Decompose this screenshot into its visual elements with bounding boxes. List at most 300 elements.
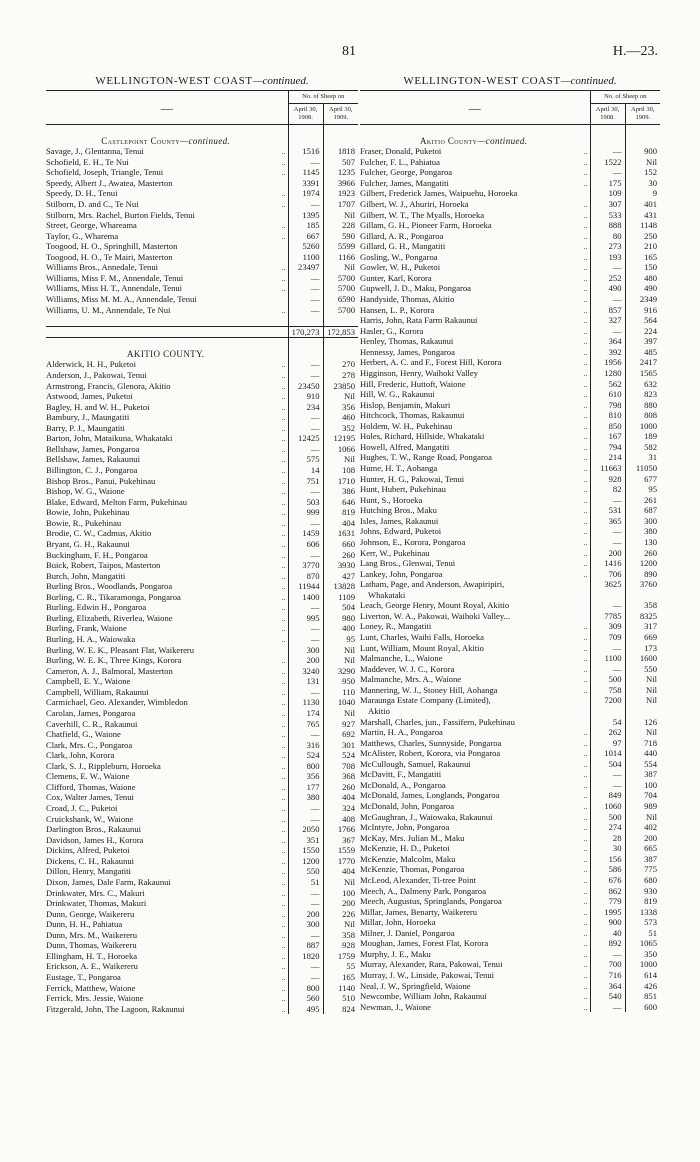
owner-cell (360, 495, 590, 506)
owner-name: Alderwick, H. H., Puketoi (46, 359, 136, 370)
owner-cell (46, 199, 288, 210)
leader-dots: .. (281, 465, 286, 475)
sheep-1908: — (590, 526, 625, 537)
sheep-1909: 408 (323, 814, 358, 825)
sheep-1909: Nil (625, 157, 660, 168)
table-row (360, 537, 660, 548)
owner-name: McAlister, Robert, Korora, via Pongaroa (360, 748, 501, 759)
table-row (360, 938, 660, 949)
owner-name: Burling, C. R., Tikaramonga, Pongaroa (46, 591, 181, 602)
sheep-1909: 5700 (323, 305, 358, 316)
left-table-body (46, 125, 358, 1015)
table-row (360, 210, 660, 221)
owner-cell (46, 592, 288, 603)
table-row (360, 653, 660, 664)
sheep-1909: Nil (323, 645, 358, 656)
leader-dots: .. (583, 927, 588, 938)
table-row (46, 497, 358, 508)
owner-cell (360, 843, 590, 854)
leader-dots: .. (281, 707, 286, 718)
sheep-1909: 880 (625, 400, 660, 411)
sheep-1909: 1707 (323, 199, 358, 210)
leader-dots: .. (583, 801, 588, 811)
owner-cell (360, 981, 590, 992)
sheep-1908: 995 (288, 613, 323, 624)
table-row (360, 178, 660, 189)
leader-dots: .. (583, 906, 588, 917)
owner-cell (360, 421, 590, 432)
leader-dots: .. (583, 864, 588, 875)
leader-dots: .. (281, 919, 286, 930)
sheep-1908: 1400 (288, 592, 323, 603)
owner-name: Cox, Walter James, Tenui (46, 792, 134, 803)
sheep-1909: 1000 (625, 421, 660, 432)
table-row (360, 167, 660, 178)
sheep-1909: 1109 (323, 592, 358, 603)
owner-cell (360, 695, 590, 706)
sheep-1908: 1014 (590, 748, 625, 759)
sheep-1909: 1000 (625, 959, 660, 970)
owner-cell (46, 983, 288, 994)
owner-cell (360, 326, 590, 337)
leader-dots: .. (583, 526, 588, 537)
table-row (46, 697, 358, 708)
year-1909-header: April 30, 1909. (323, 104, 358, 125)
leader-dots: .. (583, 399, 588, 410)
sheep-count-header: No. of Sheep on (590, 91, 660, 104)
table-row (46, 835, 358, 846)
leader-dots: .. (281, 612, 286, 623)
table-row (46, 560, 358, 571)
owner-cell (46, 909, 288, 920)
sheep-1909: 1140 (323, 983, 358, 994)
sheep-1908: 364 (590, 336, 625, 347)
sheep-1908: 1100 (590, 653, 625, 664)
sheep-1908: — (288, 199, 323, 210)
sheep-1909: 51 (625, 928, 660, 939)
leader-dots: .. (281, 760, 286, 771)
owner-cell (46, 866, 288, 877)
sheep-1909: 554 (625, 759, 660, 770)
owner-name: Street, George, Whareama (46, 220, 137, 231)
sheep-1908: 11663 (590, 463, 625, 474)
table-row (46, 423, 358, 434)
owner-name: Croad, J. C., Puketoi (46, 803, 118, 813)
owner-cell (360, 769, 590, 780)
leader-dots: .. (583, 663, 588, 674)
table-row (360, 590, 660, 601)
owner-name: Burling Bros., Woodlands, Pongaroa (46, 581, 173, 592)
owner-cell (360, 389, 590, 400)
owner-cell (360, 801, 590, 812)
owner-cell (360, 379, 590, 390)
owner-cell (360, 748, 590, 759)
table-row (360, 790, 660, 801)
sheep-1908: — (590, 294, 625, 305)
sheep-1909: 1923 (323, 188, 358, 199)
county-name: Castlepoint County (101, 135, 181, 146)
table-row (46, 856, 358, 867)
leader-dots: .. (583, 325, 588, 336)
sheep-1909: 1065 (625, 938, 660, 949)
sheep-1908: 97 (590, 738, 625, 749)
leader-dots: .. (281, 676, 286, 687)
owner-cell (360, 548, 590, 559)
owner-name: Newman, J., Waione (360, 1001, 431, 1012)
left-column-title (46, 72, 358, 90)
leader-dots: .. (583, 431, 588, 442)
county-heading-row (46, 136, 358, 147)
leader-dots: .. (583, 779, 588, 790)
leader-dots: .. (583, 727, 588, 738)
owner-name: Dillon, Henry, Mangatiti (46, 866, 131, 877)
sheep-1908: 928 (590, 474, 625, 485)
leader-dots: .. (583, 378, 588, 389)
owner-name: Barry, P. J., Maungatiti (46, 422, 125, 433)
owner-cell (360, 812, 590, 823)
leader-dots: .. (583, 198, 588, 209)
sheep-1909: 5700 (323, 273, 358, 284)
sheep-1908: — (590, 167, 625, 178)
leader-dots: .. (281, 412, 286, 423)
sheep-1908: 193 (590, 252, 625, 263)
owner-cell (46, 220, 288, 231)
sheep-1909: 1818 (323, 146, 358, 157)
owner-cell (46, 792, 288, 803)
owner-cell (360, 822, 590, 833)
leader-dots: .. (583, 315, 588, 326)
sheep-1909: 55 (323, 961, 358, 972)
leader-dots: .. (583, 420, 588, 431)
table-row (46, 930, 358, 941)
owner-name: Henley, Thomas, Rakaunui (360, 336, 454, 347)
owner-cell (46, 676, 288, 687)
sheep-1909: 324 (323, 803, 358, 814)
sheep-1908: 531 (590, 505, 625, 516)
table-row (46, 961, 358, 972)
table-row (46, 623, 358, 634)
sheep-1908: — (288, 623, 323, 634)
leader-dots: .. (583, 146, 588, 157)
owner-cell (360, 400, 590, 411)
sheep-1908: 3770 (288, 560, 323, 571)
owner-cell (360, 305, 590, 316)
leader-dots: .. (583, 642, 588, 653)
owner-name: Bellshaw, James, Rakaunui (46, 454, 140, 465)
owner-name: Burling, Elizabeth, Riverlea, Waione (46, 612, 173, 623)
owner-name: Erickson, A. E., Waikereru (46, 961, 138, 972)
table-row (360, 431, 660, 442)
sheep-1908: — (288, 961, 323, 972)
sheep-1909: 440 (625, 748, 660, 759)
owner-cell (46, 465, 288, 476)
leader-dots: .. (583, 748, 588, 759)
sheep-1909: 507 (323, 157, 358, 168)
owner-name: Malmanche, Mrs. A., Waione (360, 674, 462, 685)
owner-name: McKenzie, Malcolm, Maku (360, 853, 456, 864)
sheep-1909: 427 (323, 571, 358, 582)
sheep-1908: 850 (590, 421, 625, 432)
owner-cell (360, 410, 590, 421)
sheep-1908: 82 (590, 484, 625, 495)
leader-dots: .. (281, 845, 286, 856)
owner-cell (360, 674, 590, 685)
table-row (360, 558, 660, 569)
leader-dots: .. (281, 718, 286, 729)
sheep-1908: 857 (590, 305, 625, 316)
owner-name: Schofield, E. H., Te Nui (46, 156, 129, 167)
leader-dots: .. (583, 938, 588, 949)
owner-name: Savage, J., Glentanna, Tenui (46, 146, 144, 157)
leader-dots: .. (583, 811, 588, 822)
sheep-1909: 173 (625, 643, 660, 654)
sheep-1908: 1200 (288, 856, 323, 867)
sheep-1909: 400 (323, 623, 358, 634)
owner-cell (46, 402, 288, 413)
leader-dots: .. (583, 336, 588, 347)
owner-name: Hitchcock, Thomas, Rakaunui (360, 410, 465, 421)
table-row (46, 740, 358, 751)
sheep-1908: 7785 (590, 611, 625, 622)
leader-dots: .. (281, 188, 286, 199)
owner-name: Holdem, W. H., Pukehinau (360, 420, 453, 431)
leader-dots: .. (583, 505, 588, 516)
table-row (46, 188, 358, 199)
sheep-1909: 260 (323, 550, 358, 561)
owner-cell (360, 864, 590, 875)
sheep-1908: 156 (590, 854, 625, 865)
table-row (360, 748, 660, 759)
table-row (360, 305, 660, 316)
sheep-1908: 849 (590, 790, 625, 801)
table-row (360, 706, 660, 717)
owner-name: Millar, John, Horoeka (360, 917, 436, 928)
table-row (360, 199, 660, 210)
sheep-1908: 252 (590, 273, 625, 284)
leader-dots: .. (281, 146, 286, 157)
sheep-1908: 810 (590, 410, 625, 421)
leader-dots: .. (583, 283, 588, 294)
owner-cell (46, 294, 288, 305)
owner-name: Newcombe, William John, Rakaunui (360, 991, 487, 1002)
leader-dots: .. (583, 1001, 588, 1012)
table-row (46, 581, 358, 592)
sheep-1909: 260 (323, 782, 358, 793)
owner-name: Hunt, Hubert, Pukehinau (360, 484, 446, 495)
leader-dots: .. (583, 885, 588, 896)
owner-cell (360, 833, 590, 844)
sheep-1908: — (288, 729, 323, 740)
owner-cell (360, 315, 590, 326)
sheep-1908: — (590, 326, 625, 337)
sheep-1909: 2417 (625, 357, 660, 368)
table-row (360, 347, 660, 358)
table-row (46, 454, 358, 465)
owner-name: Marshall, Charles, jun., Fassifern, Pukehinau (360, 716, 515, 727)
owner-name: Meech, Augustus, Springlands, Pongaroa (360, 896, 502, 907)
owner-cell (360, 220, 590, 231)
year-1908-header: April 30, 1908. (288, 104, 323, 125)
right-column (360, 72, 660, 1012)
owner-cell (46, 507, 288, 518)
table-row (360, 854, 660, 865)
sheep-1909: 3966 (323, 178, 358, 189)
sheep-1908: 380 (288, 792, 323, 803)
owner-cell (360, 653, 590, 664)
owner-name: Handyside, Thomas, Akitio (360, 294, 455, 304)
sheep-1909: 261 (625, 495, 660, 506)
leader-dots: .. (281, 549, 286, 560)
owner-cell (46, 146, 288, 157)
page-header (0, 44, 700, 60)
sheep-1909: 646 (323, 497, 358, 508)
leader-dots: .. (583, 230, 588, 241)
sheep-1909: Nil (323, 391, 358, 402)
owner-name: Drinkwater, Thomas, Makuri (46, 898, 147, 909)
sheep-1908: 1060 (590, 801, 625, 812)
sheep-1909: Nil (625, 685, 660, 696)
leader-dots: .. (281, 750, 286, 761)
owner-cell (46, 719, 288, 730)
owner-name: Speedy, D. H., Tenui (46, 188, 118, 199)
sheep-1908: 676 (590, 875, 625, 886)
sheep-1908: — (288, 888, 323, 899)
sheep-1908: — (288, 687, 323, 698)
owner-cell (360, 294, 590, 305)
sheep-1909: 819 (323, 507, 358, 518)
sheep-1909: Nil (323, 210, 358, 221)
sheep-1908 (590, 706, 625, 717)
sheep-1909: 387 (625, 854, 660, 865)
leader-dots: .. (281, 665, 286, 676)
spacer-row (46, 338, 358, 349)
owner-cell (360, 157, 590, 168)
owner-cell (360, 558, 590, 569)
sheep-1909: 368 (323, 771, 358, 782)
spacer-row (360, 125, 660, 136)
table-row (46, 824, 358, 835)
owner-cell (46, 370, 288, 381)
table-row (360, 336, 660, 347)
sheep-1908: 3391 (288, 178, 323, 189)
sheep-1908: 109 (590, 188, 625, 199)
sheep-1909: 200 (323, 898, 358, 909)
table-row (360, 970, 660, 981)
sheep-1908: — (288, 486, 323, 497)
owner-name: Mannering, W. J., Stoney Hill, Aohanga (360, 684, 498, 695)
leader-dots: .. (583, 843, 588, 854)
sheep-1909: 352 (323, 423, 358, 434)
owner-name: Chatfield, G., Waione (46, 729, 121, 740)
sheep-1909: 824 (323, 1004, 358, 1015)
owner-cell (360, 178, 590, 189)
table-row (46, 518, 358, 529)
sheep-1908: 758 (590, 685, 625, 696)
owner-name: Astwood, James, Puketoi (46, 391, 133, 402)
leader-dots: .. (281, 623, 286, 634)
owner-cell (46, 188, 288, 199)
owner-name: Williams, U. M., Annendale, Te Nui (46, 304, 171, 315)
leader-dots: .. (281, 655, 286, 666)
owner-name: Burling, H. A., Waiowaka (46, 634, 136, 644)
leader-dots: .. (281, 359, 286, 370)
owner-cell (46, 326, 288, 338)
sheep-1908: 500 (590, 812, 625, 823)
sheep-1909: 550 (625, 664, 660, 675)
sheep-1909: 165 (323, 972, 358, 983)
owner-cell (46, 750, 288, 761)
table-row (360, 379, 660, 390)
leader-dots: .. (281, 454, 286, 465)
sheep-1909: 356 (323, 402, 358, 413)
sheep-1908: 800 (288, 761, 323, 772)
county-heading-row (360, 136, 660, 147)
sheep-1908: 234 (288, 402, 323, 413)
table-row (360, 674, 660, 685)
sheep-1908: — (288, 444, 323, 455)
table-row (360, 400, 660, 411)
sheep-1909: 680 (625, 875, 660, 886)
owner-cell (360, 621, 590, 632)
leader-dots: .. (281, 422, 286, 433)
sheep-1909: 3290 (323, 666, 358, 677)
leader-dots: .. (583, 632, 588, 642)
leader-dots: .. (583, 832, 588, 843)
owner-cell (360, 664, 590, 675)
table-row (46, 294, 358, 305)
table-row (360, 157, 660, 168)
owner-name: McDonald, James, Longlands, Pongaroa (360, 790, 500, 801)
owner-cell (360, 928, 590, 939)
table-row (46, 433, 358, 444)
table-row (360, 769, 660, 780)
owner-cell (46, 666, 288, 677)
owner-cell (360, 991, 590, 1002)
owner-name: Kerr, W., Pukehinau (360, 547, 430, 558)
owner-name: Barton, John, Mataikuna, Whakataki (46, 433, 173, 444)
table-row (46, 157, 358, 168)
sheep-1908: 524 (288, 750, 323, 761)
owner-name: Buckingham, F. H., Pongaroa (46, 549, 148, 560)
sheep-1908: 11944 (288, 581, 323, 592)
table-row (46, 262, 358, 273)
sheep-1909: 9 (625, 188, 660, 199)
table-row (360, 917, 660, 928)
sheep-1909: 95 (625, 484, 660, 495)
leader-dots: .. (583, 769, 588, 780)
leader-dots: .. (281, 401, 286, 412)
table-row (46, 645, 358, 656)
sheep-1909: 851 (625, 991, 660, 1002)
owner-cell (46, 1004, 288, 1015)
leader-dots: .. (583, 758, 588, 769)
owner-cell (360, 210, 590, 221)
sheep-1908: 51 (288, 877, 323, 888)
owner-cell (46, 951, 288, 962)
table-row (46, 792, 358, 803)
owner-name: Dixon, James, Dale Farm, Rakaunui (46, 876, 171, 887)
leader-dots: .. (583, 220, 588, 231)
owner-cell (46, 634, 288, 645)
owner-cell (360, 590, 590, 601)
sheep-1909: Nil (625, 674, 660, 685)
sheep-1909: 590 (323, 231, 358, 242)
leader-dots: .. (281, 634, 286, 644)
leader-dots: .. (281, 771, 286, 782)
owner-name: Bagley, H. and W. H., Puketoi (46, 401, 150, 412)
owner-cell (46, 782, 288, 793)
table-row (360, 421, 660, 432)
